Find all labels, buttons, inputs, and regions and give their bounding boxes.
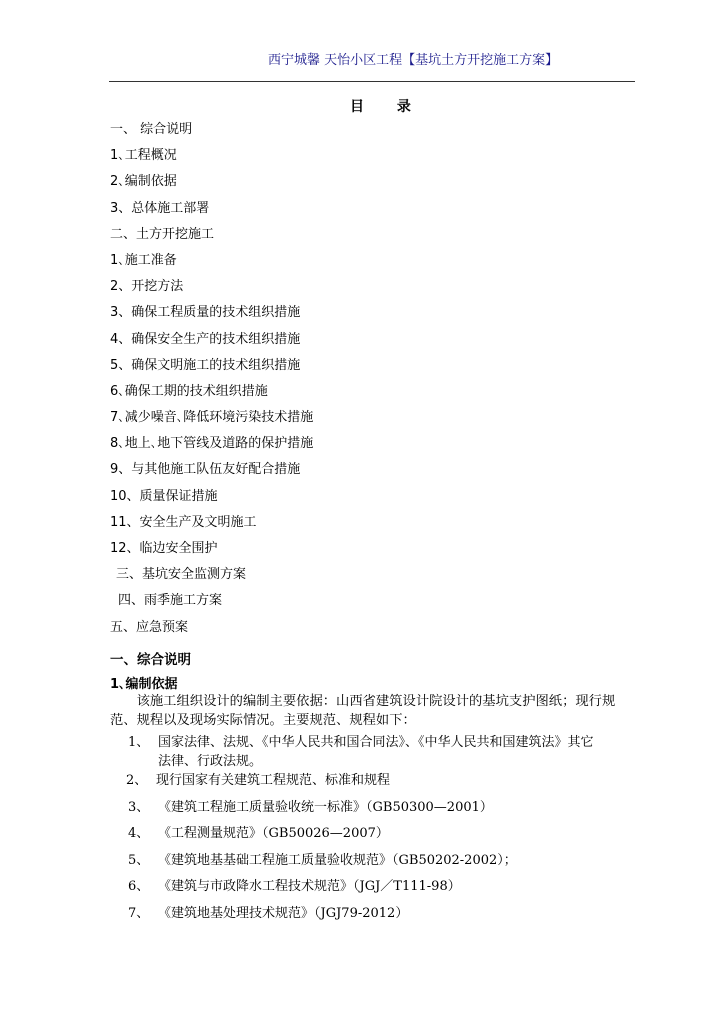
toc-item: 5、确保文明施工的技术组织措施 bbox=[110, 357, 301, 373]
toc-item: 9、与其他施工队伍友好配合措施 bbox=[110, 462, 301, 478]
toc-item: 7､减少噪音､降低环境污染技术措施 bbox=[110, 410, 314, 426]
ref-number: 4、 bbox=[128, 826, 150, 841]
toc-item: 4、确保安全生产的技术组织措施 bbox=[110, 331, 301, 347]
toc-item: 四、雨季施工方案 bbox=[118, 593, 223, 609]
reference-item bbox=[128, 849, 517, 868]
table-of-contents bbox=[110, 121, 313, 645]
toc-item: 8､地上､地下管线及道路的保护措施 bbox=[110, 436, 314, 452]
toc-item: 2､编制依据 bbox=[110, 174, 177, 190]
reference-item bbox=[128, 902, 408, 921]
ref-text: 现行国家有关建筑工程规范、标准和规程 bbox=[156, 773, 391, 788]
toc-item: 二、土方开挖施工 bbox=[110, 226, 215, 242]
ref-text: 国家法律、法规、《中华人民共和国合同法》、《中华人民共和国建筑法》其它 bbox=[158, 735, 594, 750]
reference-item bbox=[128, 875, 461, 894]
header-rule bbox=[109, 81, 635, 82]
ref-number: 7、 bbox=[128, 906, 150, 921]
ref-number: 1、 bbox=[128, 735, 150, 750]
toc-item: 11、安全生产及文明施工 bbox=[110, 514, 257, 530]
toc-item: 五、应急预案 bbox=[110, 619, 189, 635]
reference-continuation: 法律、行政法规。 bbox=[158, 754, 263, 769]
ref-text: 《建筑地基处理技术规范》（JGJ79-2012） bbox=[158, 906, 409, 921]
toc-item: 三、基坑安全监测方案 bbox=[116, 567, 247, 583]
reference-item bbox=[128, 731, 594, 750]
toc-item: 3、总体施工部署 bbox=[110, 200, 210, 216]
toc-item: 1､施工准备 bbox=[110, 252, 177, 268]
ref-number: 5、 bbox=[128, 853, 150, 868]
toc-item: 6､确保工期的技术组织措施 bbox=[110, 383, 268, 399]
toc-item: 2、开挖方法 bbox=[110, 279, 184, 295]
toc-item: 3、确保工程质量的技术组织措施 bbox=[110, 305, 301, 321]
reference-item bbox=[128, 796, 493, 815]
toc-item: 一、 综合说明 bbox=[110, 122, 193, 137]
toc-item: 12、临边安全围护 bbox=[110, 541, 218, 556]
ref-text: 《建筑工程施工质量验收统一标准》（GB50300—2001） bbox=[158, 800, 493, 815]
page-header: 西宁城馨 天怡小区工程【基坑土方开挖施工方案】 bbox=[268, 53, 559, 68]
toc-title: 目 录 bbox=[350, 99, 425, 115]
ref-text: 《建筑地基基础工程施工质量验收规范》（GB50202-2002）； bbox=[158, 853, 517, 868]
intro-paragraph: 该施工组织设计的编制主要依据：山西省建筑设计院设计的基坑支护图纸；现行规范、规程以及现场实际情况。主要规范、规程如下： bbox=[110, 694, 616, 728]
sub-heading: 1､编制依据 bbox=[110, 677, 178, 692]
section-heading: 一、综合说明 bbox=[110, 652, 191, 668]
ref-number: 6、 bbox=[128, 879, 150, 894]
reference-item bbox=[126, 769, 390, 788]
ref-text: 《建筑与市政降水工程技术规范》（JGJ／T111-98） bbox=[158, 879, 461, 894]
toc-item: 10、质量保证措施 bbox=[110, 488, 218, 504]
ref-number: 3、 bbox=[128, 800, 150, 815]
ref-text: 《工程测量规范》（GB50026—2007） bbox=[158, 826, 389, 841]
reference-item bbox=[128, 822, 389, 841]
ref-number: 2、 bbox=[126, 773, 148, 788]
toc-item: 1､工程概况 bbox=[110, 148, 177, 164]
